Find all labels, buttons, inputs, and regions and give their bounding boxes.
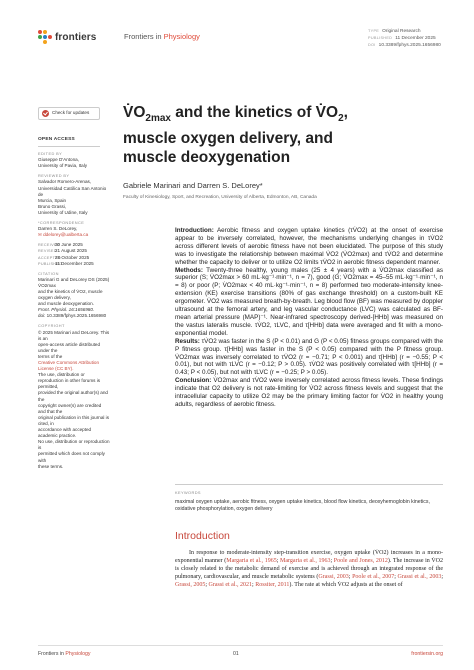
citation-link[interactable]: Poole et al., 2007 xyxy=(352,573,395,580)
article-title: $V̇O_{2max}$ and the kinetics of $V̇O_2$, muscle oxygen delivery, and muscle deoxygenation xyxy=(123,104,348,167)
footer-site-link[interactable]: frontiersin.org xyxy=(411,651,443,657)
page-header xyxy=(38,28,441,50)
article-sidebar xyxy=(38,107,110,471)
citation-label: CITATION xyxy=(38,270,59,276)
divider xyxy=(175,484,443,485)
citation-link[interactable]: Margaria et al., 1965 xyxy=(226,557,277,564)
section-heading: Introduction xyxy=(175,530,230,542)
author-link[interactable]: Darren S. DeLorey* xyxy=(197,181,263,190)
cc-license-link-cont[interactable]: License (CC BY). xyxy=(38,366,74,372)
divider xyxy=(38,146,100,147)
citation: Marinari G and DeLorey DS (2025) V̇O2max and the kinetics of V̇O2, muscle oxygen delivery, and muscle deoxygenation. Front. Physiol. 16:1656980. doi: 10.3389/fphys.2025.1656980 xyxy=(38,276,110,319)
journal-name[interactable]: Frontiers in Physiology xyxy=(124,32,200,41)
meta-published: PUBLISHED 11 December 2025 xyxy=(368,36,436,41)
reviewed-by: Salvador Romero-Arenas, Universidad Católica San Antonio de Murcia, Spain Bruno Grassi, University of Udine, Italy xyxy=(38,179,107,215)
correspondence-label: *CORRESPONDENCE xyxy=(38,220,85,226)
citation-link[interactable]: Poole and Jones, 2012 xyxy=(333,557,388,564)
logo-text: frontiers xyxy=(55,31,97,43)
frontiers-logo[interactable] xyxy=(38,30,96,44)
frontiers-logo-icon xyxy=(38,30,52,44)
citation-link[interactable]: Grassi, 2005 xyxy=(175,581,206,588)
abstract xyxy=(175,227,443,409)
abstract-introduction: Introduction: Aerobic fitness and oxygen uptake kinetics (τV̇O2) at the onset of exercise appear to be inversely correlated, however, the mechanisms underlying changes in τV̇O2 across different levels of aerobic fitness have not been elucidated. The purpose of this study was to investigate the relationship between maximal V̇O2 (V̇O2max) and τV̇O2 and determine whether the capacity to deliver or to utilize O2 limits τV̇O2 in aerobic fitness dependent manner. xyxy=(175,227,443,266)
date-published: PUBLISHED 11 December 2025 xyxy=(38,260,94,266)
open-access-label: OPEN ACCESS xyxy=(38,137,75,142)
article-meta xyxy=(368,28,441,49)
abstract-results: Results: τV̇O2 was faster in the S (P < 0.01) and G (P < 0.05) fitness groups compared with the P fitness group. τ[HHb] was faster in the S (P < 0.05) compared with the P fitness group. V̇O2max was inversely correlated to τV̇O2 (r = −0.71; P < 0.001) and τ[HHb] (r = −0.55; P < 0.01), but not with τLVC (r = −0.12; P > 0.05). τV̇O2 was positively correlated with τ[HHb] (r = 0.43; P < 0.05), but not with τLVC (r = −0.25; P > 0.05). xyxy=(175,337,443,377)
check-icon xyxy=(42,110,49,117)
keywords-label: KEYWORDS xyxy=(175,490,201,495)
divider xyxy=(38,645,443,646)
citation-link[interactable]: Grassi et al., 2003 xyxy=(397,573,442,580)
date-received: RECEIVED 30 June 2025 xyxy=(38,242,83,248)
copyright-label: COPYRIGHT xyxy=(38,323,65,329)
check-updates-button[interactable]: Check for updates xyxy=(38,107,100,120)
reviewed-by-label: REVIEWED BY xyxy=(38,173,70,179)
cc-license-link[interactable]: Creative Commons Attribution xyxy=(38,360,100,365)
abstract-conclusion: Conclusion: V̇O2max and τV̇O2 were inversely correlated across fitness levels. These findings indicate that O2 delivery is not rate-limiting for V̇O2 across fitness levels and suggest that the intracellular capacity to utilize O2 may be the primary limiting factor for V̇O2 in healthy young adults, regardless of aerobic fitness. xyxy=(175,377,444,408)
correspondence: Darren S. DeLorey, ✉ ddelorey@ualberta.ca xyxy=(38,226,110,238)
affiliation: Faculty of Kinesiology, Sport, and Recreation, University of Alberta, Edmonton, AB, Canada xyxy=(123,195,317,200)
copyright: © 2025 Marinari and DeLorey. This is an open-access article distributed under the terms of the Creative Commons Attribution License (CC BY). The use, distribution or reproduction in other forums is permitted, provided the original author(s) and the copyright owner(s) are credited and that the original publication in this journal is cited, in accordance with accepted academic practice. No use, distribution or reproduction is permitted which does not comply with these terms. xyxy=(38,329,110,469)
keywords: maximal oxygen uptake, aerobic fitness, oxygen uptake kinetics, blood flow kinetics, deoxyhemoglobin kinetics, oxidative phosphorylation, oxygen delivery xyxy=(175,499,430,512)
meta-type: TYPE Original Research xyxy=(368,29,421,34)
meta-doi: DOI 10.3389/fphys.2025.1656980 xyxy=(368,43,441,48)
introduction-paragraph: In response to moderate-intensity step-transition exercise, oxygen uptake (V̇O2) increases in a mono-exponential manner (Margaria et al., 1965; Margaria et al., 1963; Poole and Jones, 2012). The increase in V̇O2 is closely related to the metabolic demand of exercise and is achieved through an integrated response of the pulmonary, cardiovascular, and muscle metabolic systems (Grassi, 2003; Poole et al., 2007; Grassi et al., 2003; Grassi, 2005; Grassi et al., 2021; Rossiter, 2011). The rate at which V̇O2 adjusts at the onset of xyxy=(175,550,443,588)
date-revised: REVISED 21 August 2025 xyxy=(38,248,87,254)
edited-by-label: EDITED BY xyxy=(38,151,63,157)
article-dates xyxy=(38,242,110,266)
footer-journal[interactable]: Frontiers in Physiology xyxy=(38,651,91,657)
authors: Gabriele Marinari and Darren S. DeLorey* xyxy=(123,181,263,190)
citation-link[interactable]: Grassi et al., 2021 xyxy=(208,581,253,588)
author-link[interactable]: Gabriele Marinari xyxy=(123,181,181,190)
abstract-methods: Methods: Twenty-three healthy, young males (25 ± 4 years) with a V̇O2max classified as superior (S; V̇O2max > 60 mL·kg⁻¹·min⁻¹, n = 7), good (G; V̇O2max = 45–55 mL·kg⁻¹·min⁻¹, n = 8) or poor (P; V̇O2max < 40 mL·kg⁻¹·min⁻¹, n = 8) performed two moderate-intensity knee-extension (KE) exercise transitions (80% of gas exchange threshold) on a custom-built KE ergometer. V̇O2 was measured breath-by-breath. Leg blood flow (BF) was measured by doppler ultrasound at the femoral artery, and leg vascular conductance (LVC) was calculated as BF-mean arterial pressure (MAP)⁻¹. Near-infrared spectroscopy derived-[HHb] was measured on the vastus lateralis muscle. τV̇O2, τLVC, and τ[HHb] data were averaged and fit with a mono-exponential model. xyxy=(175,266,443,337)
citation-link[interactable]: Margaria et al., 1963 xyxy=(280,557,331,564)
page-number: 01 xyxy=(233,651,239,657)
citation-link[interactable]: Rossiter, 2011 xyxy=(255,581,290,588)
edited-by: Giuseppe D'Antona, University of Pavia, Italy xyxy=(38,157,88,169)
date-accepted: ACCEPTED 28 October 2025 xyxy=(38,254,90,260)
citation-link[interactable]: Grassi, 2003 xyxy=(318,573,349,580)
correspondence-email-link[interactable]: ✉ ddelorey@ualberta.ca xyxy=(38,232,89,238)
